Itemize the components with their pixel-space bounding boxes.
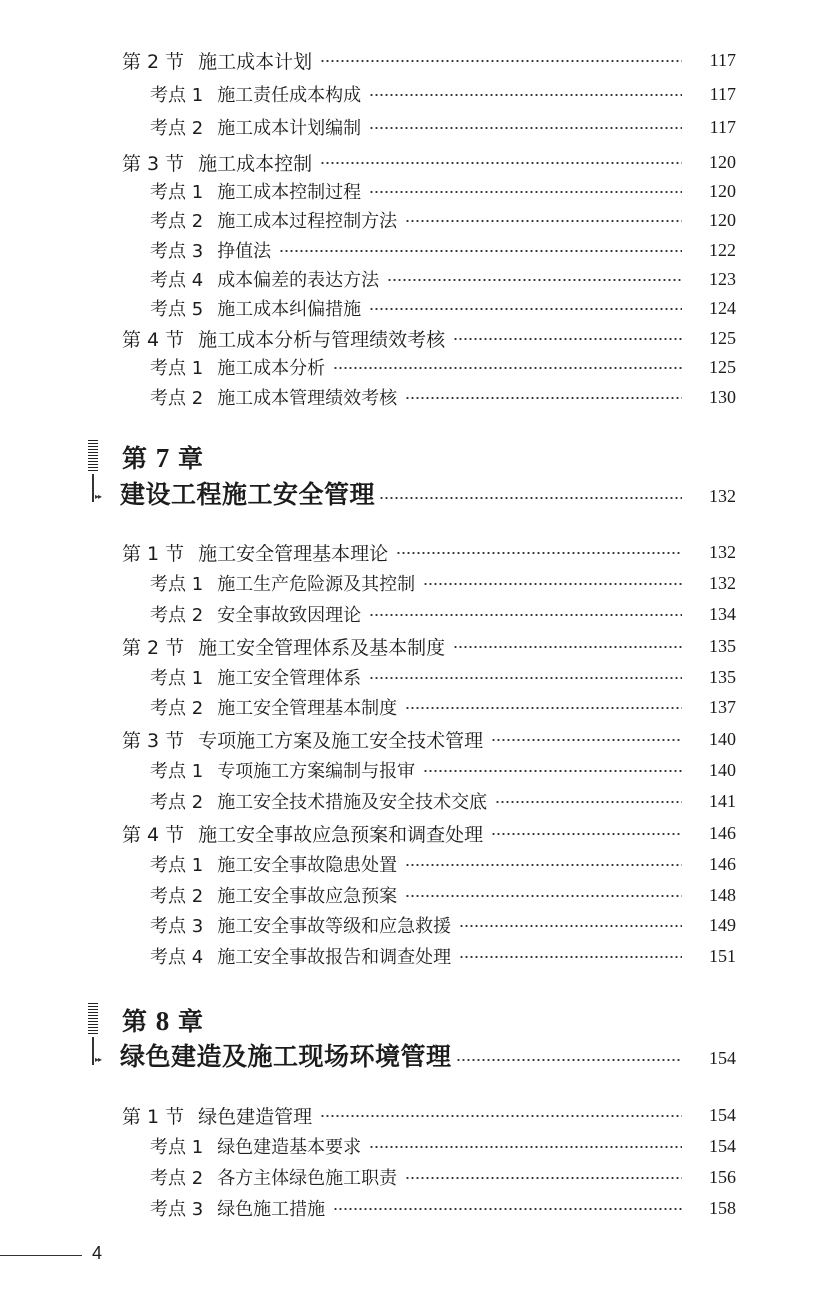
toc-point[interactable]: [150, 755, 736, 785]
toc-entry-label: 第 4 节 施工安全事故应急预案和调查处理: [122, 823, 484, 846]
toc-entry-label: 第 2 节 施工成本计划: [122, 50, 313, 73]
dot-leader: [396, 552, 682, 554]
page-number: 123: [709, 268, 736, 289]
toc-entry-label: 考点 1 施工安全事故隐患处置: [150, 855, 398, 876]
page-number: 158: [709, 1197, 736, 1218]
dot-leader: [459, 925, 682, 927]
chapter-number: 第 7 章: [122, 443, 203, 473]
page-number: 141: [709, 790, 736, 811]
footer-rule: [0, 1255, 82, 1256]
dot-leader: [453, 646, 682, 648]
chapter-ornament: ▸▸: [86, 440, 106, 510]
toc-entry-label: 第 3 节 专项施工方案及施工安全技术管理: [122, 729, 484, 752]
toc-entry-label: 第 1 节 施工安全管理基本理论: [122, 542, 389, 565]
page-number: 120: [709, 151, 736, 172]
chapter-title: 绿色建造及施工现场环境管理: [120, 1042, 452, 1071]
page-number: 154: [709, 1047, 736, 1068]
page-number: 130: [709, 386, 736, 407]
toc-entry-label: 第 3 节 施工成本控制: [122, 152, 313, 175]
dot-leader: [423, 583, 682, 585]
toc-point[interactable]: [150, 205, 736, 235]
toc-chapter[interactable]: [120, 473, 736, 513]
dot-leader: [333, 367, 682, 369]
page-number: 137: [709, 696, 736, 717]
toc-entry-label: 考点 2 安全事故致因理论: [150, 605, 362, 626]
toc-entry-label: 考点 1 施工成本分析: [150, 358, 326, 379]
toc-section[interactable]: [122, 45, 736, 75]
page-number: 140: [709, 759, 736, 780]
toc-section[interactable]: [122, 147, 736, 177]
toc-section[interactable]: [122, 1100, 736, 1130]
toc-point[interactable]: [150, 849, 736, 879]
toc-entry-label: 考点 1 施工生产危险源及其控制: [150, 574, 416, 595]
dot-leader: [387, 279, 682, 281]
toc-section[interactable]: [122, 724, 736, 754]
page-number: 146: [709, 822, 736, 843]
toc-point[interactable]: [150, 1193, 736, 1223]
toc-entry-label: 考点 1 绿色建造基本要求: [150, 1137, 362, 1158]
dot-leader: [369, 94, 682, 96]
toc-entry-label: 考点 1 专项施工方案编制与报审: [150, 761, 416, 782]
page-number: 148: [709, 884, 736, 905]
toc-point[interactable]: [150, 1162, 736, 1192]
page-number: 125: [709, 356, 736, 377]
toc-point[interactable]: [150, 941, 736, 971]
dot-leader: [320, 162, 682, 164]
toc-entry-label: 考点 4 成本偏差的表达方法: [150, 270, 380, 291]
toc-entry-label: 考点 1 施工成本控制过程: [150, 182, 362, 203]
toc-point[interactable]: [150, 880, 736, 910]
toc-entry-label: 考点 4 施工安全事故报告和调查处理: [150, 947, 452, 968]
dot-leader: [495, 801, 682, 803]
page-number: 154: [709, 1104, 736, 1125]
page-number: 125: [709, 327, 736, 348]
dot-leader: [491, 739, 682, 741]
toc-point[interactable]: [150, 786, 736, 816]
dot-leader: [405, 864, 682, 866]
toc-entry-label: 考点 3 挣值法: [150, 241, 272, 262]
toc-point[interactable]: [150, 293, 736, 323]
dot-leader: [333, 1208, 682, 1210]
toc-entry-label: 第 4 节 施工成本分析与管理绩效考核: [122, 328, 446, 351]
page-number: 117: [709, 116, 736, 137]
page-number: 149: [709, 914, 736, 935]
dot-leader: [320, 60, 682, 62]
toc-point[interactable]: [150, 692, 736, 722]
page-number: 122: [709, 239, 736, 260]
dot-leader: [369, 308, 682, 310]
toc-entry-label: 考点 2 施工成本计划编制: [150, 118, 362, 139]
page-number: 120: [709, 180, 736, 201]
page-number: 146: [709, 853, 736, 874]
chapter-title: 建设工程施工安全管理: [120, 480, 376, 509]
dot-leader: [369, 614, 682, 616]
page-number: 135: [709, 635, 736, 656]
toc-entry-label: 考点 2 施工安全技术措施及安全技术交底: [150, 792, 488, 813]
toc-entry-label: 考点 3 施工安全事故等级和应急救援: [150, 916, 452, 937]
toc-entry-label: 考点 2 施工成本过程控制方法: [150, 211, 398, 232]
page-number: 117: [709, 49, 736, 70]
page-number: 132: [709, 541, 736, 562]
dot-leader: [369, 1146, 682, 1148]
toc-point[interactable]: [150, 382, 736, 412]
page-number: 117: [709, 83, 736, 104]
toc-point[interactable]: [150, 235, 736, 265]
page-number: 132: [709, 572, 736, 593]
toc-point[interactable]: [150, 662, 736, 692]
toc-entry-label: 考点 2 施工安全管理基本制度: [150, 698, 398, 719]
chapter-ornament: ▸▸: [86, 1003, 106, 1073]
toc-point[interactable]: [150, 599, 736, 629]
toc-entry-label: 第 1 节 绿色建造管理: [122, 1105, 313, 1128]
toc-entry-label: 考点 2 施工安全事故应急预案: [150, 886, 398, 907]
toc-entry-label: 考点 3 绿色施工措施: [150, 1199, 326, 1220]
dot-leader: [379, 497, 682, 499]
page-number: 120: [709, 209, 736, 230]
dot-leader: [491, 833, 682, 835]
dot-leader: [320, 1115, 682, 1117]
dot-leader: [453, 338, 682, 340]
dot-leader: [369, 191, 682, 193]
dot-leader: [405, 707, 682, 709]
dot-leader: [405, 1177, 682, 1179]
page-number: 124: [709, 297, 736, 318]
toc-section[interactable]: [122, 537, 736, 567]
toc-entry-label: 考点 2 各方主体绿色施工职责: [150, 1168, 398, 1189]
dot-leader: [279, 250, 682, 252]
dot-leader: [405, 895, 682, 897]
page-number: 132: [709, 485, 736, 506]
toc-point[interactable]: [150, 176, 736, 206]
toc-point[interactable]: [150, 352, 736, 382]
dot-leader: [405, 397, 682, 399]
toc-section[interactable]: [122, 818, 736, 848]
toc-section[interactable]: [122, 631, 736, 661]
chapter-number: 第 8 章: [122, 1006, 203, 1036]
toc-section[interactable]: [122, 323, 736, 353]
footer-page-number: 4: [92, 1243, 103, 1263]
toc-entry-label: 考点 1 施工安全管理体系: [150, 668, 362, 689]
toc-point[interactable]: [150, 1131, 736, 1161]
toc-entry-label: 第 2 节 施工安全管理体系及基本制度: [122, 636, 446, 659]
dot-leader: [369, 677, 682, 679]
dot-leader: [423, 770, 682, 772]
dot-leader: [459, 956, 682, 958]
page-number: 134: [709, 603, 736, 624]
dot-leader: [405, 220, 682, 222]
page-number: 151: [709, 945, 736, 966]
toc-entry-label: 考点 5 施工成本纠偏措施: [150, 299, 362, 320]
page-number: 135: [709, 666, 736, 687]
toc-point[interactable]: [150, 79, 736, 109]
toc-point[interactable]: [150, 112, 736, 142]
toc-point[interactable]: [150, 910, 736, 940]
page-number: 156: [709, 1166, 736, 1187]
toc-point[interactable]: [150, 264, 736, 294]
page-number: 140: [709, 728, 736, 749]
page-number: 154: [709, 1135, 736, 1156]
toc-point[interactable]: [150, 568, 736, 598]
toc-entry-label: 考点 2 施工成本管理绩效考核: [150, 388, 398, 409]
dot-leader: [456, 1059, 682, 1061]
toc-entry-label: 考点 1 施工责任成本构成: [150, 85, 362, 106]
dot-leader: [369, 127, 682, 129]
toc-chapter[interactable]: [120, 1035, 736, 1075]
